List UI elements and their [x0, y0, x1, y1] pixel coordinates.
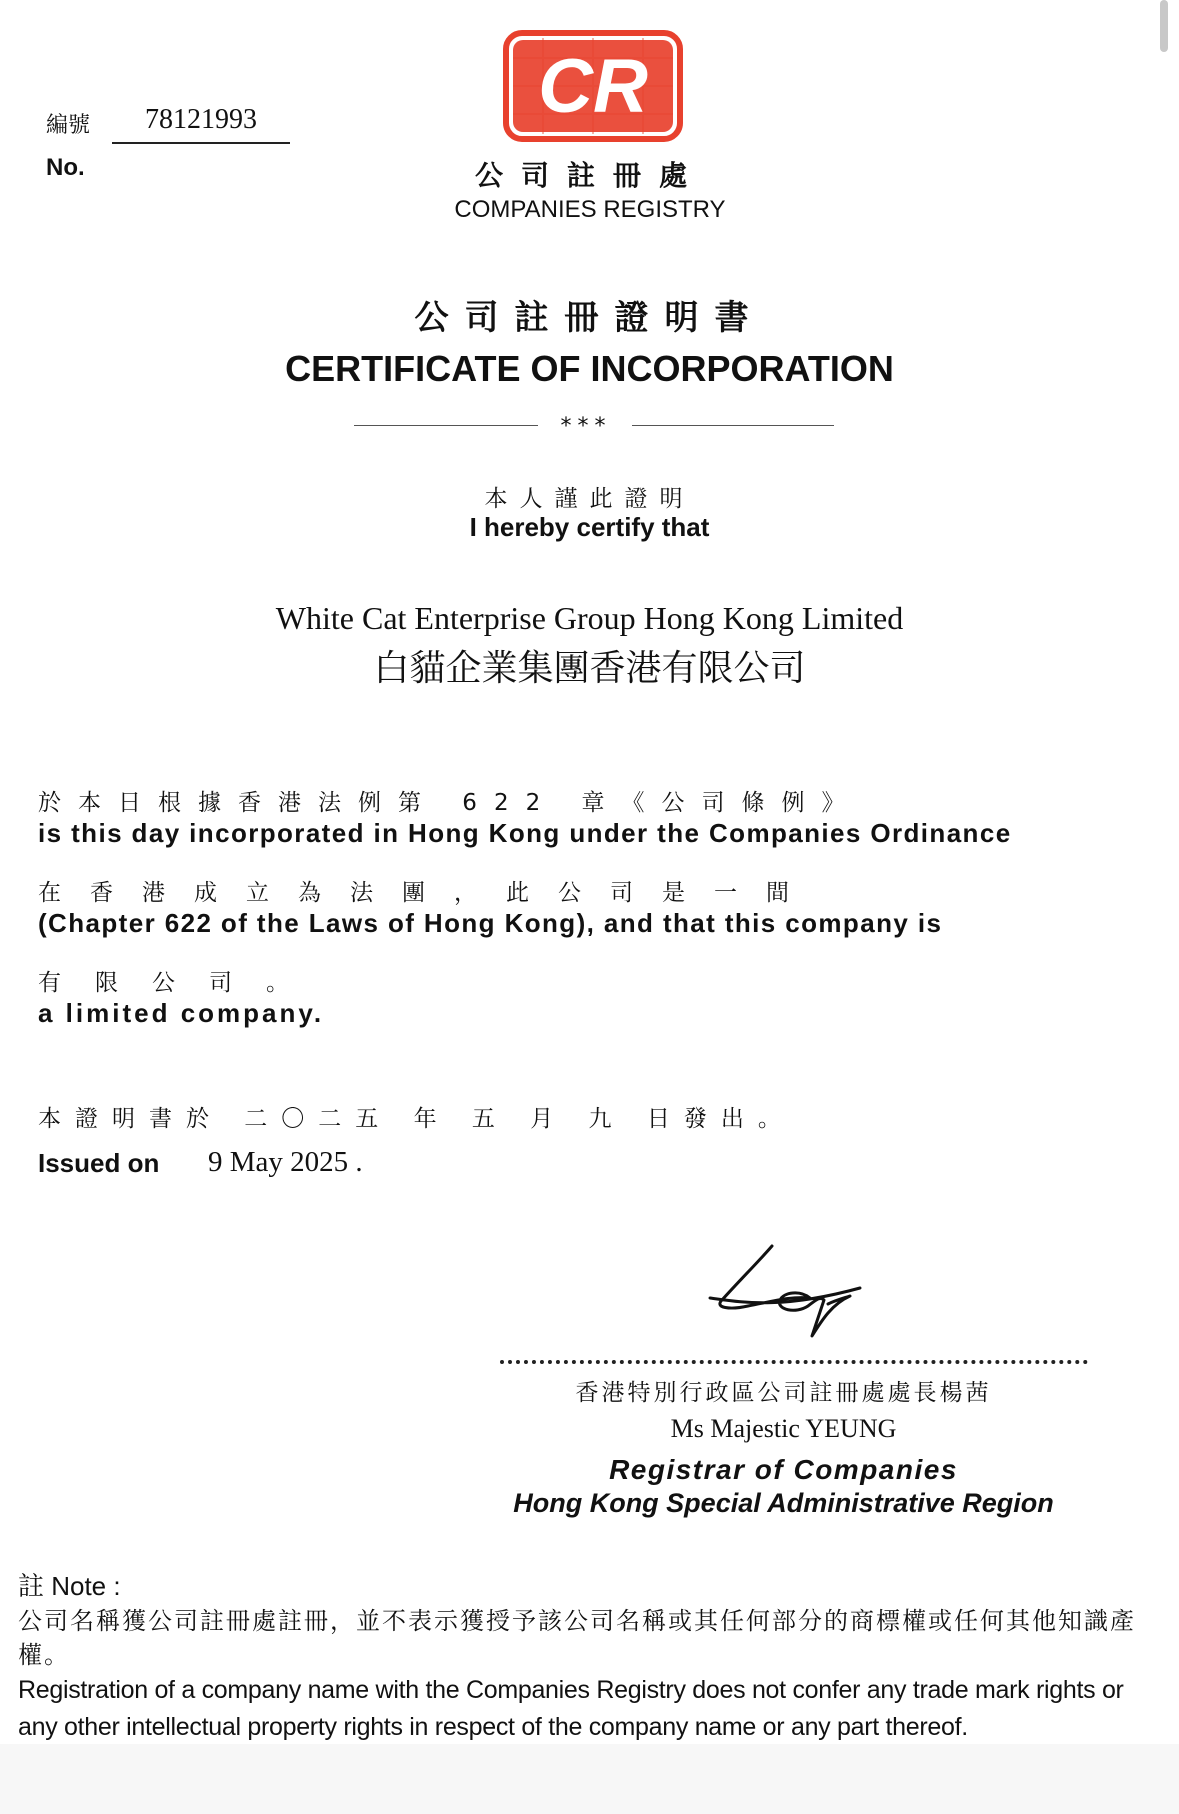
body-line-en-2: (Chapter 622 of the Laws of Hong Kong), and that this company is — [38, 908, 943, 938]
divider-left — [354, 425, 538, 426]
body-line-zh-1: 於本日根據香港法例第 622 章《公司條例》 — [38, 790, 862, 816]
issued-date-zh: 本證明書於 二〇二五 年 五 月 九 日發出。 — [38, 1106, 795, 1132]
issued-date: 9 May 2025 . — [208, 1146, 363, 1178]
logo-text: CR — [538, 44, 648, 129]
certificate-title-en: CERTIFICATE OF INCORPORATION — [285, 348, 894, 389]
note-text-en: Registration of a company name with the Companies Registry does not confer any trade mark rights or any other intellectual property rights in respect of the company name or any part thereof. — [18, 1676, 1124, 1741]
body-line-en-3: a limited company. — [38, 998, 325, 1028]
registrar-signature — [700, 1240, 870, 1350]
registry-name-en: COMPANIES REGISTRY — [454, 196, 726, 223]
registrar-name-zh: 香港特別行政區公司註冊處處長楊茜 — [575, 1380, 992, 1406]
scrollbar[interactable] — [1160, 0, 1168, 52]
company-name-zh: 白貓企業集團香港有限公司 — [373, 648, 806, 689]
certificate-title-zh: 公司註冊證明書 — [414, 298, 765, 338]
note-label: 註 Note : — [18, 1571, 121, 1601]
title-separator: *** — [560, 414, 612, 439]
registrar-region: Hong Kong Special Administrative Region — [513, 1488, 1054, 1518]
issued-label: Issued on — [38, 1148, 160, 1178]
company-name-en: White Cat Enterprise Group Hong Kong Limited — [275, 600, 904, 636]
number-label-zh: 編號 — [46, 113, 91, 138]
footer-bar — [0, 1744, 1179, 1814]
number-label-en: No. — [46, 154, 85, 181]
note-text-zh: 公司名稱獲公司註冊處註冊，並不表示獲授予該公司名稱或其任何部分的商標權或任何其他知識產權。 — [18, 1607, 1136, 1669]
certify-zh: 本人謹此證明 — [484, 486, 695, 512]
certify-en: I hereby certify that — [469, 512, 710, 542]
registry-name-zh: 公司註冊處 — [474, 159, 705, 192]
certificate-number: 78121993 — [112, 104, 290, 144]
signature-line — [500, 1360, 1088, 1364]
body-line-zh-3: 有限公司。 — [38, 970, 323, 996]
companies-registry-logo — [503, 30, 683, 142]
body-line-zh-2: 在香港成立為法團，此公司是一間 — [38, 880, 818, 906]
divider-right — [632, 425, 834, 426]
registrar-name: Ms Majestic YEUNG — [670, 1414, 897, 1443]
registrar-title: Registrar of Companies — [609, 1454, 958, 1485]
body-line-en-1: is this day incorporated in Hong Kong under the Companies Ordinance — [38, 818, 1012, 848]
